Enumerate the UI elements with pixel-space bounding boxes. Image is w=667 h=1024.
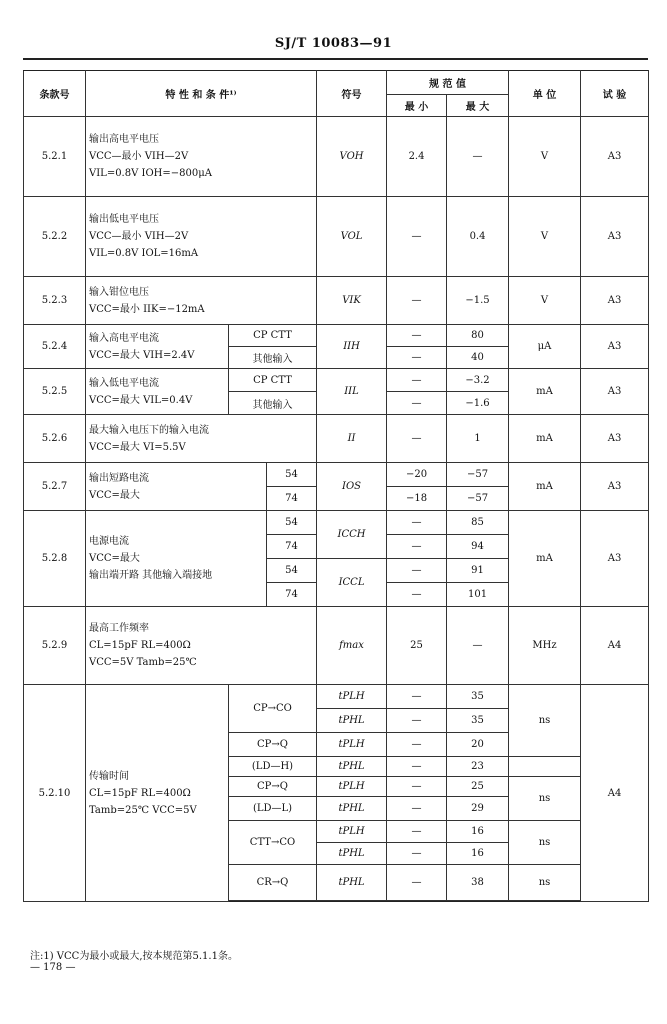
max-cell: 101 [447,583,509,607]
page-number: — 178 — [30,962,76,973]
symbol-cell: II [317,415,387,463]
condition-cell: 传输时间 CL=15pF RL=400Ω Tamb=25℃ VCC=5V [86,685,229,902]
symbol-cell: ICCH [317,511,387,559]
table-row [24,277,649,325]
clause-number: 5.2.10 [24,685,86,902]
max-cell: 35 [447,685,509,709]
max-cell: 35 [447,709,509,733]
col-clause: 条款号 [24,71,86,117]
col-unit: 单 位 [509,71,581,117]
max-cell: — [447,117,509,197]
sub-condition: 54 [267,463,317,487]
test-cell: A3 [581,511,649,607]
symbol-cell: tPHL [317,865,387,901]
spacer-cell [317,901,387,902]
symbol-cell: VOH [317,117,387,197]
path-cell: CP→Q [229,733,317,757]
max-cell: 94 [447,535,509,559]
condition-cell: 电源电流 VCC=最大 输出端开路 其他输入端接地 [86,511,267,607]
min-cell: — [387,843,447,865]
max-cell: 1 [447,415,509,463]
spacer-cell [447,901,509,902]
condition-cell: 输入低电平电流 VCC=最大 VIL=0.4V [86,369,229,415]
clause-number: 5.2.1 [24,117,86,197]
max-cell: 0.4 [447,197,509,277]
symbol-cell: tPLH [317,777,387,797]
table-row [24,463,649,487]
max-cell: −57 [447,487,509,511]
min-cell: — [387,865,447,901]
sub-condition: 其他输入 [229,347,317,369]
sub-condition: 74 [267,487,317,511]
clause-number: 5.2.7 [24,463,86,511]
unit-cell: V [509,117,581,197]
unit-cell: ns [509,865,581,901]
symbol-cell: IOS [317,463,387,511]
sub-condition: 54 [267,559,317,583]
unit-cell: V [509,277,581,325]
condition-cell: 输入高电平电流 VCC=最大 VIH=2.4V [86,325,229,369]
table-row [24,511,649,535]
symbol-cell: tPHL [317,709,387,733]
symbol-cell: VOL [317,197,387,277]
max-cell: 91 [447,559,509,583]
max-cell: −57 [447,463,509,487]
table-row [24,369,649,392]
max-cell: 29 [447,797,509,821]
min-cell: −20 [387,463,447,487]
min-cell: — [387,733,447,757]
col-symbol: 符号 [317,71,387,117]
unit-cell: mA [509,511,581,607]
min-cell: — [387,392,447,415]
symbol-cell: fmax [317,607,387,685]
unit-cell: mA [509,415,581,463]
symbol-cell: IIH [317,325,387,369]
test-cell: A3 [581,277,649,325]
min-cell: — [387,797,447,821]
max-cell: 16 [447,843,509,865]
unit-cell: mA [509,463,581,511]
max-cell: 16 [447,821,509,843]
spacer-cell [387,901,447,902]
document-header: SJ/T 10083—91 [274,36,393,51]
max-cell: 20 [447,733,509,757]
symbol-cell: ICCL [317,559,387,607]
test-cell: A4 [581,607,649,685]
clause-number: 5.2.3 [24,277,86,325]
table-row [24,117,649,197]
max-cell: 85 [447,511,509,535]
table-row [24,607,649,685]
max-cell: 23 [447,757,509,777]
path-cell: (LD—L) [229,797,317,821]
test-cell: A3 [581,325,649,369]
col-max: 最 大 [447,95,509,117]
unit-cell: MHz [509,607,581,685]
max-cell: −1.6 [447,392,509,415]
min-cell: 25 [387,607,447,685]
col-test: 试 验 [581,71,649,117]
min-cell: — [387,757,447,777]
sub-condition: CP CTT [229,325,317,347]
min-cell: — [387,511,447,535]
unit-cell: ns [509,777,581,821]
test-cell: A3 [581,369,649,415]
path-cell: CP→Q [229,777,317,797]
test-cell: A3 [581,197,649,277]
clause-number: 5.2.2 [24,197,86,277]
condition-cell: 最高工作频率 CL=15pF RL=400Ω VCC=5V Tamb=25℃ [86,607,317,685]
unit-cell: ns [509,821,581,865]
condition-cell: 最大输入电压下的输入电流 VCC=最大 VI=5.5V [86,415,317,463]
symbol-cell: IIL [317,369,387,415]
min-cell: — [387,369,447,392]
symbol-cell: VIK [317,277,387,325]
spacer-cell [229,901,317,902]
max-cell: 38 [447,865,509,901]
footnote: 注:1) VCC为最小或最大,按本规范第5.1.1条。 [30,951,238,962]
sub-condition: CP CTT [229,369,317,392]
path-cell: CR→Q [229,865,317,901]
min-cell: — [387,685,447,709]
path-cell: CTT→CO [229,821,317,865]
symbol-cell: tPLH [317,685,387,709]
col-min: 最 小 [387,95,447,117]
symbol-cell: tPLH [317,821,387,843]
spec-table [23,70,649,902]
unit-cell: ns [509,685,581,757]
test-cell: A4 [581,685,649,902]
min-cell: — [387,559,447,583]
condition-cell: 输入钳位电压 VCC=最小 IIK=−12mA [86,277,317,325]
clause-number: 5.2.4 [24,325,86,369]
max-cell: — [447,607,509,685]
sub-condition: 其他输入 [229,392,317,415]
unit-cell: μA [509,325,581,369]
max-cell: 80 [447,325,509,347]
clause-number: 5.2.6 [24,415,86,463]
test-cell: A3 [581,463,649,511]
header-rule [23,58,648,60]
symbol-cell: tPHL [317,843,387,865]
max-cell: 40 [447,347,509,369]
path-cell: CP→CO [229,685,317,733]
min-cell: — [387,709,447,733]
min-cell: — [387,583,447,607]
clause-number: 5.2.9 [24,607,86,685]
test-cell: A3 [581,415,649,463]
sub-condition: 74 [267,535,317,559]
min-cell: — [387,415,447,463]
min-cell: — [387,277,447,325]
min-cell: — [387,325,447,347]
table-row [24,197,649,277]
table-row [24,685,649,709]
condition-cell: 输出短路电流 VCC=最大 [86,463,267,511]
condition-cell: 输出低电平电压 VCC—最小 VIH—2V VIL=0.8V IOL=16mA [86,197,317,277]
unit-cell: V [509,197,581,277]
symbol-cell: tPHL [317,797,387,821]
min-cell: — [387,347,447,369]
sub-condition: 74 [267,583,317,607]
min-cell: — [387,777,447,797]
clause-number: 5.2.5 [24,369,86,415]
symbol-cell: tPHL [317,757,387,777]
path-cell: (LD—H) [229,757,317,777]
symbol-cell: tPLH [317,733,387,757]
min-cell: — [387,197,447,277]
min-cell: 2.4 [387,117,447,197]
min-cell: — [387,821,447,843]
unit-cell-empty [509,757,581,777]
table-row [24,415,649,463]
spacer-cell [509,901,581,902]
max-cell: −3.2 [447,369,509,392]
clause-number: 5.2.8 [24,511,86,607]
min-cell: — [387,535,447,559]
min-cell: −18 [387,487,447,511]
table-row [24,325,649,347]
col-condition: 特 性 和 条 件¹⁾ [86,71,317,117]
condition-cell: 输出高电平电压 VCC—最小 VIH—2V VIL=0.8V IOH=−800μA [86,117,317,197]
max-cell: 25 [447,777,509,797]
max-cell: −1.5 [447,277,509,325]
unit-cell: mA [509,369,581,415]
test-cell: A3 [581,117,649,197]
sub-condition: 54 [267,511,317,535]
col-spec: 规 范 值 [387,71,509,95]
